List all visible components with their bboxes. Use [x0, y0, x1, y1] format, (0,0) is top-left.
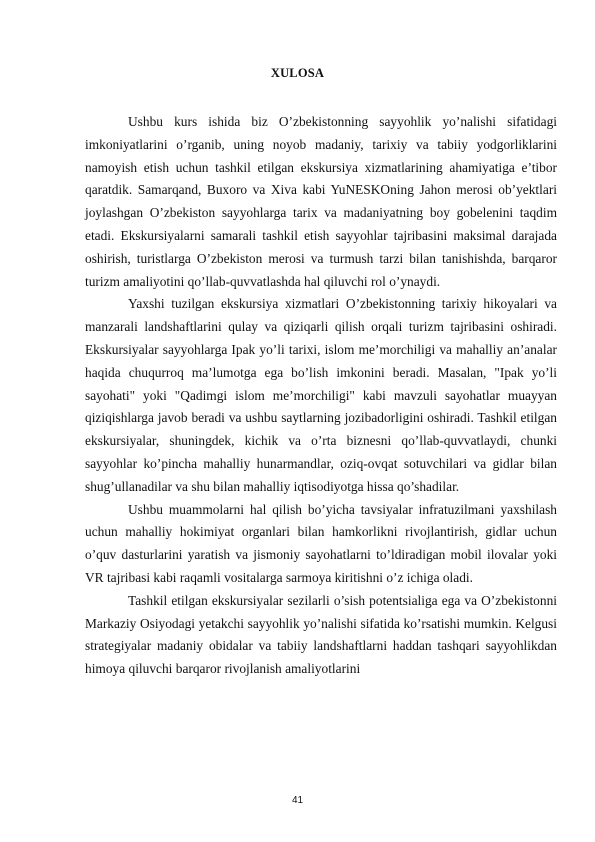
paragraph-3: Ushbu muammolarni hal qilish bo’yicha tavsiyalar infratuzilmani yaxshilash uchun mahalliy hokimiyat organlari bilan hamkorlikni rivojlantirish, gidlar uchun o’quv dasturlarini yaratish va jismoniy sayohatlarni to’ldiradigan mobil ilovalar yoki VR tajribasi kabi raqamli vositalarga sarmoya kiritishni o’z ichiga oladi. [85, 501, 557, 585]
paragraph-4: Tashkil etilgan ekskursiyalar sezilarli o’sish potentsialiga ega va O’zbekistonni Markaziy Osiyodagi yetakchi sayyohlik yo’nalishi sifatida ko’rsatishi mumkin. Kelgusi strategiyalar madaniy obidalar va tabiiy landshaftlarni haddan tashqari sayyohlikdan himoya qiluvchi barqaror rivojlanish amaliyotlarini [85, 592, 557, 677]
paragraph-1: Ushbu kurs ishida biz O’zbekistonning sayyohlik yo’nalishi sifatidagi imkoniyatlarini o’rganib, uning noyob madaniy, tarixiy va tabiiy yodgorliklarini namoyish etish uchun tashkil etilgan ekskursiya xizmatlarining ahamiyatiga e’tibor qaratdik. Samarqand, Buxoro va Xiva kabi YuNESKOning Jahon merosi ob’yektlari joylashgan O’zbekiston sayyohlarga tarix va madaniyatning boy gobelenini taqdim etadi. Ekskursiyalarni samarali tashkil etish sayyohlar tajribasini maksimal darajada oshirish, turistlarga O’zbekiston merosi va turmush tarzi bilan tanishishda, barqaror turizm amaliyotini qo’llab-quvvatlashda hal qiluvchi rol o’ynaydi. [85, 114, 557, 289]
page-title: XULOSA [270, 66, 325, 80]
body-text [85, 111, 557, 681]
paragraph-2: Yaxshi tuzilgan ekskursiya xizmatlari O’zbekistonning tarixiy hikoyalari va manzarali landshaftlarini qulay va qiziqarli qilish orqali turizm tajribasini oshiradi. Ekskursiyalar sayyohlarga Ipak yo’li tarixi, islom me’morchiligi va mahalliy an’analar haqida chuqurroq ma’lumotga ega bo’lish imkonini beradi. Masalan, "Ipak yo’li sayohati" yoki "Qadimgi islom me’morchiligi" kabi mavzuli sayohatlar muayyan qiziqishlarga javob beradi va ushbu saytlarning jozibadorligini oshiradi. Tashkil etilgan ekskursiyalar, shuningdek, kichik va o’rta biznesni qo’llab-quvvatlaydi, chunki sayyohlar ko’pincha mahalliy hunarmandlar, oziq-ovqat sotuvchilari va gidlar bilan shug’ullanadilar va shu bilan mahalliy iqtisodiyotga hissa qo’shadilar. [85, 296, 557, 494]
page-number: 41 [291, 795, 304, 806]
